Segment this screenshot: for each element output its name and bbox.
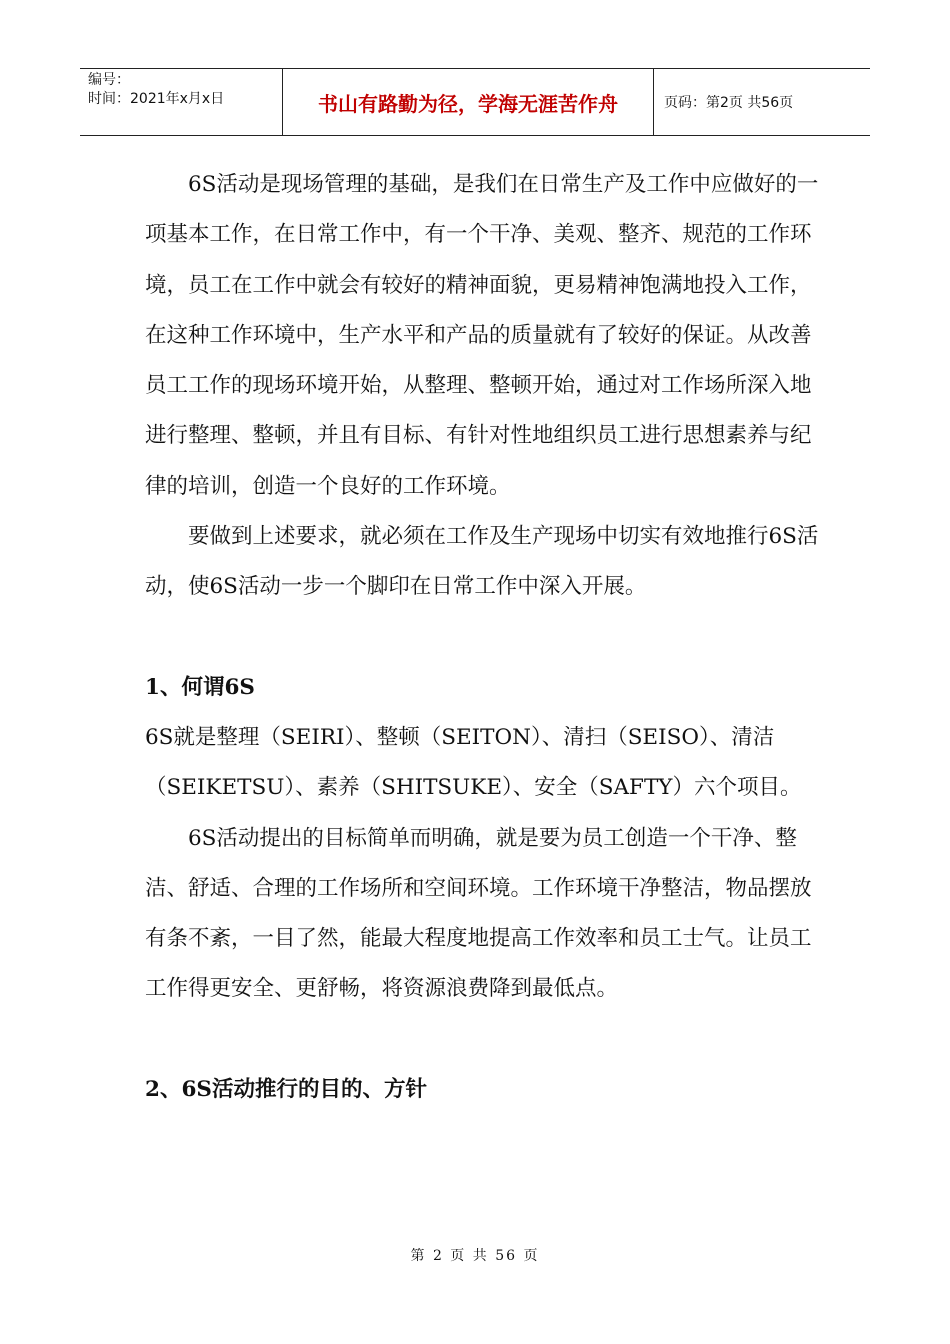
- spacer: [145, 613, 825, 663]
- header-motto: 书山有路勤为径，学海无涯苦作舟: [283, 69, 654, 135]
- header-page-info: 页码：第2页 共56页: [664, 95, 794, 111]
- paragraph-6s-goal: 6S活动提出的目标简单而明确，就是要为员工创造一个干净、整洁、舒适、合理的工作场所和空间环境。工作环境干净整洁，物品摆放有条不紊，一目了然，能最大程度地提高工作效率和员工士气。让员工工作得更安全、更舒畅，将资源浪费降到最低点。: [145, 825, 812, 1002]
- paragraph-requirement: 要做到上述要求，就必须在工作及生产现场中切实有效地推行6S活动，使6S活动一步一个脚印在日常工作中深入开展。: [145, 524, 819, 600]
- document-time-label: 时间：2021年x月x日: [88, 91, 225, 107]
- document-body: [145, 160, 825, 1115]
- header-left-cell: [80, 69, 283, 135]
- document-number-label: 编号：: [88, 72, 130, 88]
- paragraph-intro: 6S活动是现场管理的基础，是我们在日常生产及工作中应做好的一项基本工作，在日常工作中，有一个干净、美观、整齐、规范的工作环境，员工在工作中就会有较好的精神面貌，更易精神饱满地投入工作，在这种工作环境中，生产水平和产品的质量就有了较好的保证。从改善员工工作的现场环境开始，从整理、整顿开始，通过对工作场所深入地进行整理、整顿，并且有目标、有针对性地组织员工进行思想素养与纪律的培训，创造一个良好的工作环境。: [145, 172, 819, 499]
- paragraph-6s-definition: 6S就是整理（SEIRI）、整顿（SEITON）、清扫（SEISO）、清洁（SEIKETSU）、素养（SHITSUKE）、安全（SAFTY）六个项目。: [145, 724, 802, 801]
- spacer: [145, 1015, 825, 1065]
- section-heading-2: 2、6S活动推行的目的、方针: [145, 1076, 427, 1102]
- page-header: [80, 68, 870, 136]
- section-heading-1: 1、何谓6S: [145, 674, 255, 700]
- page-footer: 第 2 页 共 56 页: [410, 1248, 540, 1264]
